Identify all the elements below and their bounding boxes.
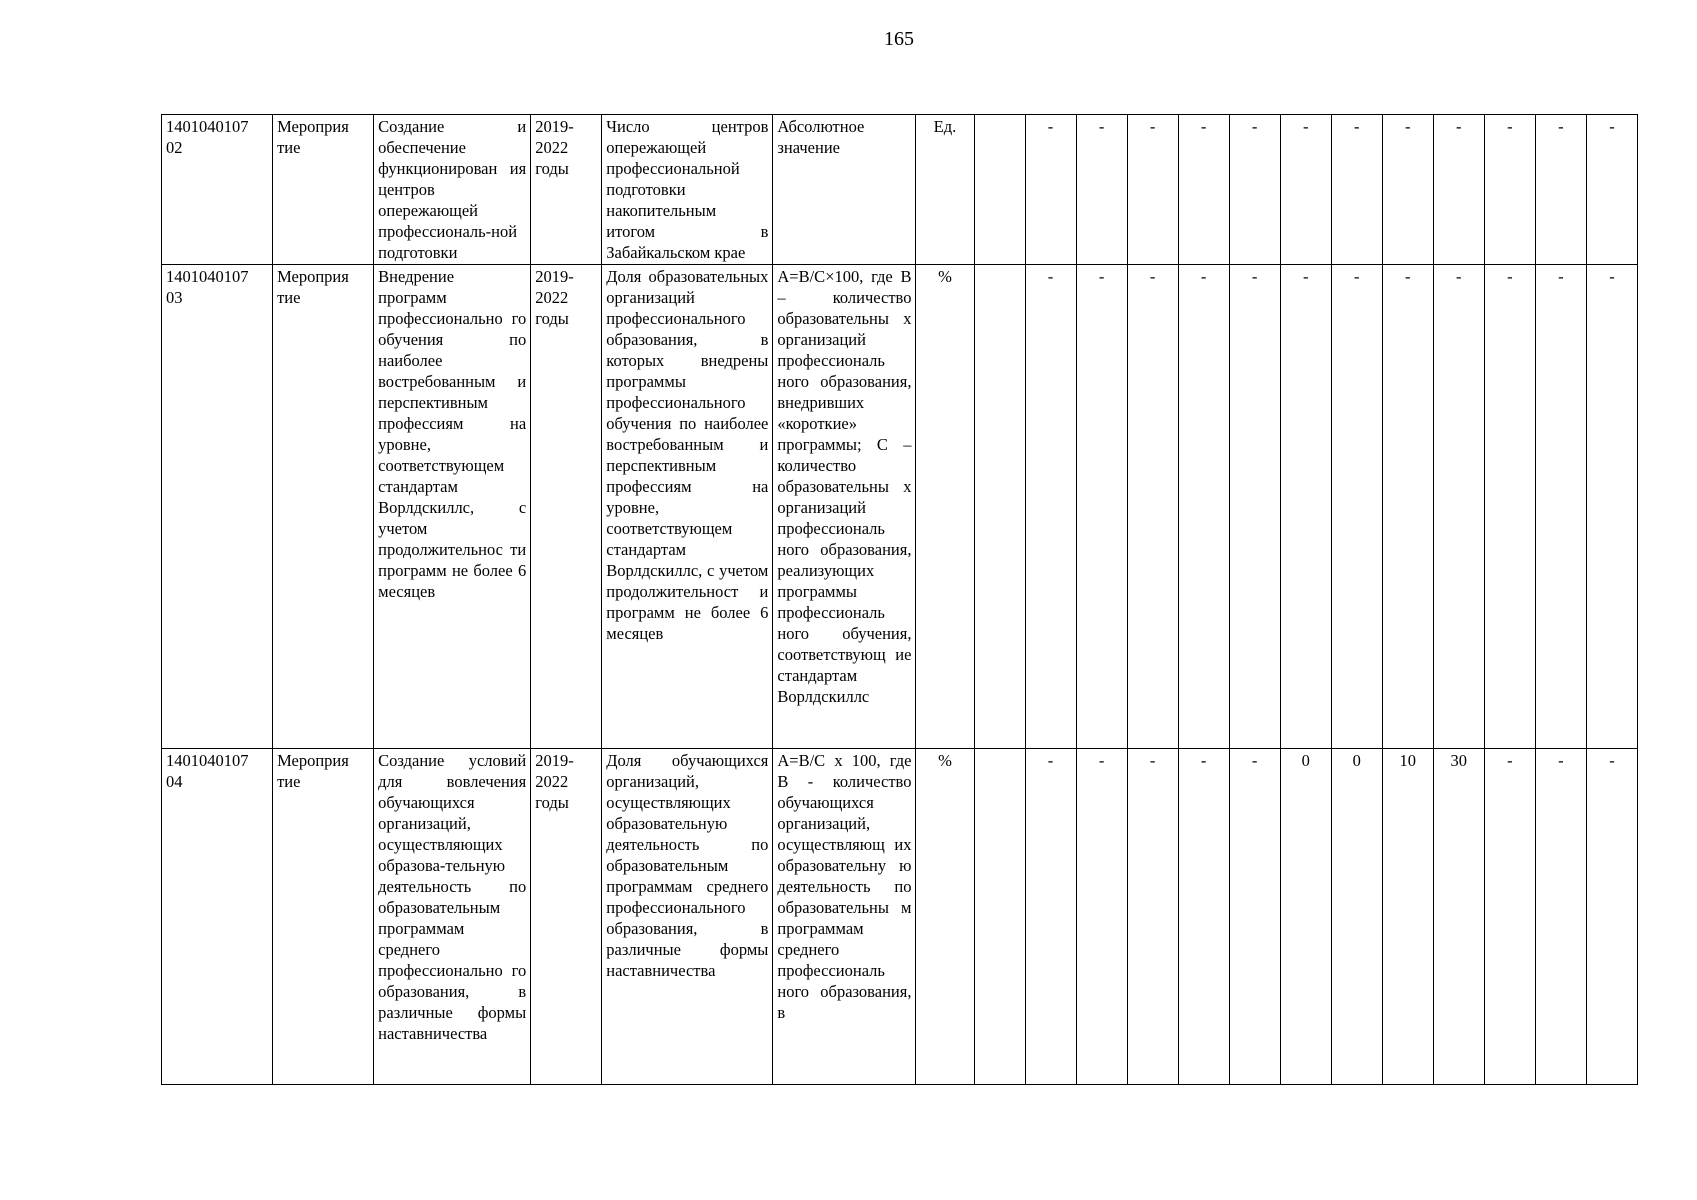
- year-value: -: [1535, 749, 1586, 1085]
- year-value: -: [1229, 749, 1280, 1085]
- measure-period: 2019- 2022 годы: [531, 265, 602, 749]
- year-value: -: [1076, 115, 1127, 265]
- year-value: -: [1331, 115, 1382, 265]
- year-value: -: [1586, 265, 1637, 749]
- indicator-name: Число центров опережающей профессиональной подготовки накопительным итогом в Забайкальском крае: [602, 115, 773, 265]
- year-value: 10: [1382, 749, 1433, 1085]
- page-number: 165: [884, 28, 914, 50]
- year-value: -: [1484, 265, 1535, 749]
- year-value: -: [1127, 115, 1178, 265]
- year-value: -: [1433, 265, 1484, 749]
- measure-type: Мероприя тие: [273, 749, 374, 1085]
- year-value: -: [1229, 265, 1280, 749]
- year-value: -: [1280, 115, 1331, 265]
- year-value: -: [1280, 265, 1331, 749]
- year-value: 30: [1433, 749, 1484, 1085]
- year-value: -: [1331, 265, 1382, 749]
- indicator-name: Доля обучающихся организаций, осуществляющих образовательную деятельность по образовательным программам среднего профессионального образования, в различные формы наставничества: [602, 749, 773, 1085]
- table-row: [162, 749, 1638, 1085]
- year-value: -: [1229, 115, 1280, 265]
- unit-of-measure: %: [916, 749, 974, 1085]
- year-value: -: [1178, 115, 1229, 265]
- year-value: -: [1025, 749, 1076, 1085]
- year-value: -: [1586, 115, 1637, 265]
- year-value: -: [1382, 265, 1433, 749]
- measure-code: 1401040107 02: [162, 115, 273, 265]
- year-value: 0: [1331, 749, 1382, 1085]
- year-value: -: [1433, 115, 1484, 265]
- measure-name: Создание условий для вовлечения обучающихся организаций, осуществляющих образова-тельную деятельность по образовательным программам среднего профессионально го образования, в различные формы наставничества: [374, 749, 531, 1085]
- measure-type: Мероприя тие: [273, 265, 374, 749]
- year-value: -: [1127, 749, 1178, 1085]
- base-value: [974, 115, 1025, 265]
- measure-period: 2019- 2022 годы: [531, 749, 602, 1085]
- year-value: -: [1025, 265, 1076, 749]
- year-value: -: [1535, 265, 1586, 749]
- indicator-name: Доля образовательных организаций профессионального образования, в которых внедрены программы профессионального обучения по наиболее востребованным и перспективным профессиям на уровне, соответствующем стандартам Ворлдскиллс, с учетом продолжительност и программ не более 6 месяцев: [602, 265, 773, 749]
- program-measures-table: [161, 114, 1638, 1085]
- year-value: -: [1382, 115, 1433, 265]
- year-value: -: [1535, 115, 1586, 265]
- year-value: -: [1484, 115, 1535, 265]
- year-value: -: [1127, 265, 1178, 749]
- base-value: [974, 749, 1025, 1085]
- calculation-method: A=B/C x 100, где B - количество обучающихся организаций, осуществляющ их образовательну ю деятельность по образовательны м программам среднего профессиональ ного образования, в: [773, 749, 916, 1085]
- year-value: -: [1178, 265, 1229, 749]
- year-value: -: [1025, 115, 1076, 265]
- table-row: [162, 115, 1638, 265]
- base-value: [974, 265, 1025, 749]
- measure-name: Создание и обеспечение функционирован ия центров опережающей профессиональ-ной подготовки: [374, 115, 531, 265]
- table-row: [162, 265, 1638, 749]
- unit-of-measure: %: [916, 265, 974, 749]
- calculation-method: A=B/C×100, где B – количество образовательны х организаций профессиональ ного образования, внедривших «короткие» программы; C – количество образовательны х организаций профессиональ ного образования, реализующих программы профессиональ ного обучения, соответствующ ие стандартам Ворлдскиллс: [773, 265, 916, 749]
- calculation-method: Абсолютное значение: [773, 115, 916, 265]
- year-value: -: [1586, 749, 1637, 1085]
- year-value: -: [1076, 749, 1127, 1085]
- measure-code: 1401040107 03: [162, 265, 273, 749]
- measure-type: Мероприя тие: [273, 115, 374, 265]
- year-value: -: [1484, 749, 1535, 1085]
- measure-code: 1401040107 04: [162, 749, 273, 1085]
- year-value: 0: [1280, 749, 1331, 1085]
- measure-name: Внедрение программ профессионально го обучения по наиболее востребованным и перспективным профессиям на уровне, соответствующем стандартам Ворлдскиллс, с учетом продолжительнос ти программ не более 6 месяцев: [374, 265, 531, 749]
- unit-of-measure: Ед.: [916, 115, 974, 265]
- year-value: -: [1178, 749, 1229, 1085]
- measure-period: 2019- 2022 годы: [531, 115, 602, 265]
- year-value: -: [1076, 265, 1127, 749]
